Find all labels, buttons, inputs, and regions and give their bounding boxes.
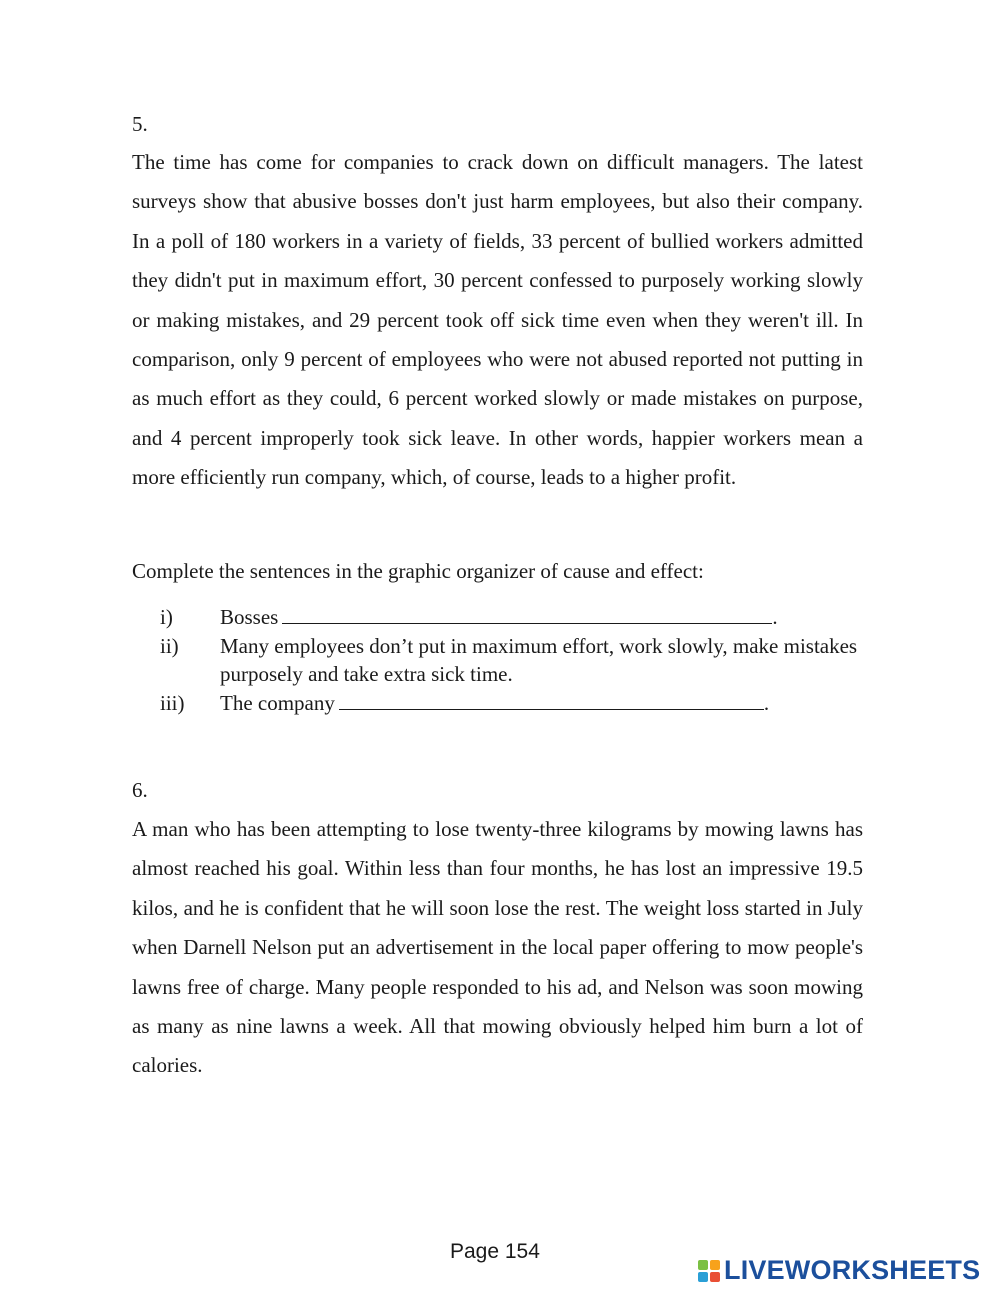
question-6-number: 6. [132, 778, 148, 802]
organizer-item-text: The company [220, 690, 335, 715]
organizer-item-text: Bosses [220, 605, 279, 629]
liveworksheets-logo-icon [698, 1260, 720, 1282]
answer-blank-company[interactable] [339, 691, 764, 710]
organizer-item-i [160, 603, 860, 632]
brand-name: LIVEWORKSHEETS [724, 1255, 981, 1285]
question-6-passage: A man who has been attempting to lose twenty-three kilograms by mowing lawns has almost reached his goal. Within less than four months, he has lost an impressive 19.5 kilos, and he is confident that he will soon lose the rest. The weight loss started in July when Darnell Nelson put an advertisement in the local paper offering to mow people's lawns free of charge. Many people responded to his ad, and Nelson was soon mowing as many as nine lawns a week. All that mowing obviously helped him burn a lot of calories. [132, 817, 863, 1078]
question-5-instruction: Complete the sentences in the graphic organizer of cause and effect: [132, 559, 704, 583]
organizer-item-end: . [772, 605, 778, 629]
question-5-passage: The time has come for companies to crack down on difficult managers. The latest surveys show that abusive bosses don't just harm employees, but also their company. In a poll of 180 workers in a variety of fields, 33 percent of bullied workers admitted they didn't put in maximum effort, 30 percent confessed to purposely working slowly or making mistakes, and 29 percent took off sick time even when they weren't ill. In comparison, only 9 percent of employees who were not abused reported not putting in as much effort as they could, 6 percent worked slowly or made mistakes on purpose, and 4 percent improperly took sick leave. In other words, happier workers mean a more efficiently run company, which, of course, leads to a higher profit. [132, 150, 863, 490]
organizer-numeral: ii) [160, 633, 179, 658]
organizer-item-ii [160, 632, 860, 689]
cause-effect-organizer [160, 603, 860, 717]
organizer-item-text: Many employees don’t put in maximum effort, work slowly, make mistakes purposely and take extra sick time. [220, 633, 858, 686]
answer-blank-bosses[interactable] [282, 605, 772, 624]
organizer-item-iii [160, 689, 860, 718]
question-5-number: 5. [132, 112, 148, 136]
organizer-numeral: iii) [160, 690, 185, 715]
page-number: Page 154 [450, 1240, 540, 1263]
liveworksheets-logo [698, 1255, 980, 1286]
organizer-item-end: . [763, 690, 770, 715]
organizer-numeral: i) [160, 605, 173, 629]
